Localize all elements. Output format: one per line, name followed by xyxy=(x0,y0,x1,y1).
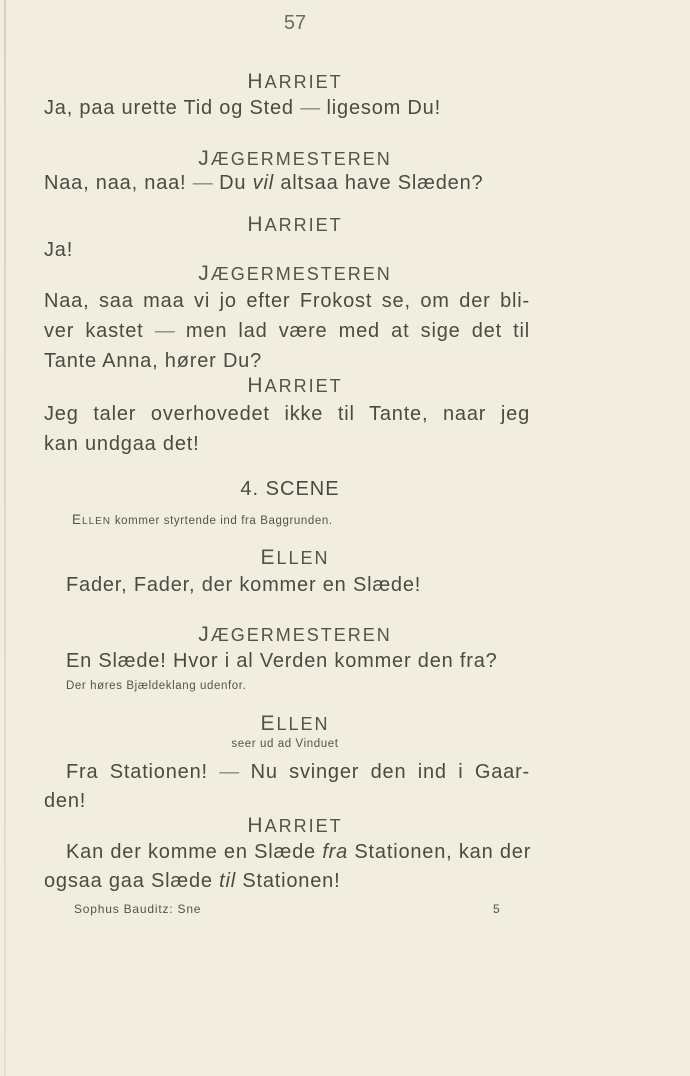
dialogue-line: Ja! xyxy=(44,239,74,261)
speaker-harriet: HARRIET xyxy=(247,213,343,236)
dialogue-line xyxy=(44,172,530,195)
dialogue-line: Ja, paa urette Tid og Sted — ligesom Du! xyxy=(44,97,441,119)
dialogue-line: Fader, Fader, der kommer en Slæde! xyxy=(66,574,422,596)
dialogue-line: ver kastet — men lad være med at sige det til xyxy=(44,320,530,342)
speaker-jaegermesteren: JÆGERMESTEREN xyxy=(198,147,392,170)
speaker-label: HARRIET xyxy=(247,70,343,93)
speaker-harriet: HARRIET xyxy=(247,374,343,397)
stage-text: kommer styrtende ind fra Baggrunden. xyxy=(114,515,333,527)
speaker-jaegermesteren: JÆGERMESTEREN xyxy=(198,262,392,285)
speaker-ellen: ELLEN xyxy=(260,546,330,569)
dialogue-line: Naa, saa maa vi jo efter Frokost se, om der bli- xyxy=(44,290,530,312)
dialogue-line: Fra Stationen! — Nu svinger den ind i Gaar- xyxy=(66,761,530,783)
stage-direction xyxy=(72,512,333,527)
dialogue-line: En Slæde! Hvor i al Verden kommer den fra? xyxy=(66,650,498,672)
dialogue-line: den! xyxy=(44,790,87,812)
speaker-harriet: HARRIET xyxy=(247,814,343,837)
dialogue-text: Kan der komme en Slæde xyxy=(66,841,316,863)
dialogue-text: altsaa have Slæden? xyxy=(280,172,484,194)
footer-signature: Sophus Bauditz: Sne xyxy=(74,902,202,916)
dialogue-italic: vil xyxy=(252,172,274,194)
dialogue-italic: fra xyxy=(322,841,349,863)
dialogue-italic: til xyxy=(219,870,236,892)
dialogue-line xyxy=(44,870,530,893)
dialogue-line: Jeg taler overhovedet ikke til Tante, naar jeg xyxy=(44,403,530,425)
dialogue-line: kan undgaa det! xyxy=(44,433,200,455)
stage-speaker: ELLEN xyxy=(72,512,112,527)
dialogue-text: Naa, naa, naa! — Du xyxy=(44,172,247,194)
page-number: 57 xyxy=(283,12,307,34)
stage-direction: seer ud ad Vinduet xyxy=(231,738,339,750)
scene-heading: 4. SCENE xyxy=(240,478,340,500)
dialogue-text: Stationen! xyxy=(242,870,341,892)
dialogue-line xyxy=(66,841,552,864)
dialogue-text: Stationen, kan der xyxy=(354,841,532,863)
footer-signature-mark: 5 xyxy=(493,902,501,916)
speaker-ellen: ELLEN xyxy=(260,712,330,735)
dialogue-line: Tante Anna, hører Du? xyxy=(44,350,263,372)
dialogue-text: ogsaa gaa Slæde xyxy=(44,870,213,892)
stage-direction: Der høres Bjældeklang udenfor. xyxy=(66,680,247,692)
speaker-harriet xyxy=(0,70,590,94)
speaker-jaegermesteren: JÆGERMESTEREN xyxy=(198,623,392,646)
